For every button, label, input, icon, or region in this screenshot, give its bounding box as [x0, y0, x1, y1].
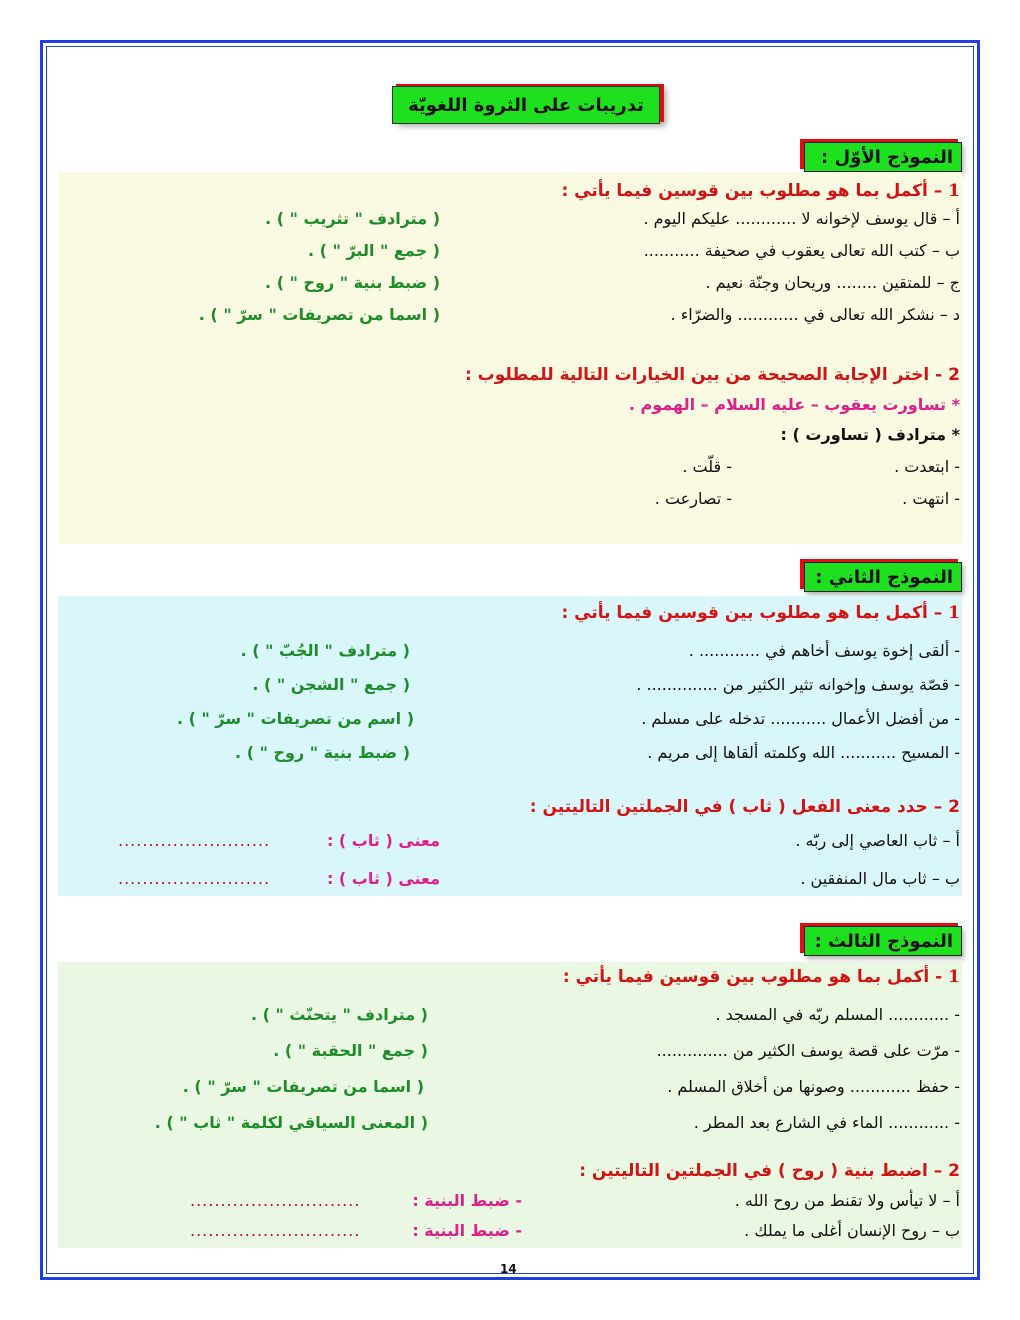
model1-item-1: أ – قال يوسف لإخوانه لا ............ عليكم اليوم . [643, 209, 960, 228]
model2-item-3: - من أفضل الأعمال ........... تدخله على مسلم . [641, 709, 960, 728]
model3-hint-3: ( اسما من تصريفات " سرّ " ) . [182, 1077, 424, 1096]
model2-item-4: - المسيح ........... الله وكلمته ألقاها إلى مريم . [647, 743, 960, 762]
model3-hint-2: ( جمع " الحقبة " ) . [273, 1041, 428, 1060]
model3-structure-sentence-1: أ – لا تيأس ولا تقنط من روح الله . [734, 1191, 960, 1210]
page-title-box [392, 86, 660, 124]
page-title: تدريبات على الثروة اللغويّة [408, 94, 644, 116]
model3-hint-4: ( المعنى السياقي لكلمة " ثاب " ) . [154, 1113, 428, 1132]
model2-meaning-sentence-2: ب – ثاب مال المنفقين . [800, 869, 960, 888]
model1-hint-3: ( ضبط بنية " روح " ) . [265, 273, 440, 292]
model2-meaning-label-2: معنى ( ثاب ) : [326, 869, 440, 888]
model2-meaning-sentence-1: أ – ثاب العاصي إلى ربّه . [795, 831, 960, 850]
model1-item-4: د – نشكر الله تعالى في ............ والضرّاء . [670, 305, 960, 324]
model1-tab-label: النموذج الأوّل : [821, 146, 953, 168]
model1-hint-4: ( اسما من تصريفات " سرّ " ) . [198, 305, 440, 324]
model2-q1-title: 1 – أكمل بما هو مطلوب بين قوسين فيما يأتي : [561, 603, 960, 623]
model2-meaning-blank-2: ......................... [118, 869, 271, 888]
model3-item-3: - حفظ ............ وصونها من أخلاق المسلم . [667, 1077, 960, 1096]
model1-option-2: - قلّت . [682, 457, 732, 476]
model3-q2-title: 2 – اضبط بنية ( روح ) في الجملتين التاليتين : [579, 1161, 960, 1181]
model1-q2-sentence: * تساورت يعقوب – عليه السلام – الهموم . [628, 395, 960, 414]
model1-option-3: - انتهت . [902, 489, 960, 508]
model2-hint-1: ( مترادف " الجُبّ " ) . [240, 641, 410, 660]
model2-q2-title: 2 – حدد معنى الفعل ( ثاب ) في الجملتين التاليتين : [529, 797, 960, 817]
model2-tab-label: النموذج الثاني : [815, 566, 953, 588]
model1-q1-title: 1 – أكمل بما هو مطلوب بين قوسين فيما يأتي : [561, 181, 960, 201]
model1-hint-1: ( مترادف " تثريب " ) . [265, 209, 440, 228]
page-number: 14 [500, 1262, 517, 1276]
model1-item-3: ج – للمتقين ........ وريحان وجنّة نعيم . [705, 273, 960, 292]
model3-tab [804, 926, 962, 956]
model1-item-2: ب – كتب الله تعالى يعقوب في صحيفة ........... [643, 241, 960, 260]
model3-hint-1: ( مترادف " يتحنّث " ) . [250, 1005, 428, 1024]
model2-item-2: - قصّة يوسف وإخوانه تثير الكثير من .............. . [636, 675, 960, 694]
model1-option-4: - تصارعت . [654, 489, 732, 508]
model2-meaning-label-1: معنى ( ثاب ) : [326, 831, 440, 850]
model1-option-1: - ابتعدت . [894, 457, 960, 476]
model3-structure-sentence-2: ب – روح الإنسان أغلى ما يملك . [744, 1221, 960, 1240]
model1-q2-title: 2 - اختر الإجابة الصحيحة من بين الخيارات التالية للمطلوب : [464, 365, 960, 385]
model3-structure-blank-1: ............................ [190, 1191, 361, 1210]
model3-structure-label-1: - ضبط البنية : [412, 1191, 522, 1210]
model1-hint-2: ( جمع " البرّ " ) . [308, 241, 440, 260]
model3-tab-label: النموذج الثالث : [814, 930, 953, 952]
model2-hint-4: ( ضبط بنية " روح " ) . [235, 743, 410, 762]
model1-tab [804, 142, 962, 172]
model3-q1-title: 1 - أكمل بما هو مطلوب بين قوسين فيما يأتي : [562, 967, 960, 987]
model3-structure-blank-2: ............................ [190, 1221, 361, 1240]
model2-hint-3: ( اسم من تصريفات " سرّ " ) . [176, 709, 414, 728]
model3-item-4: - ............ الماء في الشارع بعد المطر . [693, 1113, 960, 1132]
model2-meaning-blank-1: ......................... [118, 831, 271, 850]
model3-item-2: - مرّت على قصة يوسف الكثير من .............. [656, 1041, 960, 1060]
model3-item-1: - ............ المسلم ربّه في المسجد . [715, 1005, 960, 1024]
model1-q2-sub: * مترادف ( تساورت ) : [780, 425, 960, 444]
model2-item-1: - ألقى إخوة يوسف أخاهم في ............ . [688, 641, 960, 660]
model2-hint-2: ( جمع " الشجن " ) . [252, 675, 410, 694]
model2-tab [804, 562, 962, 592]
model3-structure-label-2: - ضبط البنية : [412, 1221, 522, 1240]
